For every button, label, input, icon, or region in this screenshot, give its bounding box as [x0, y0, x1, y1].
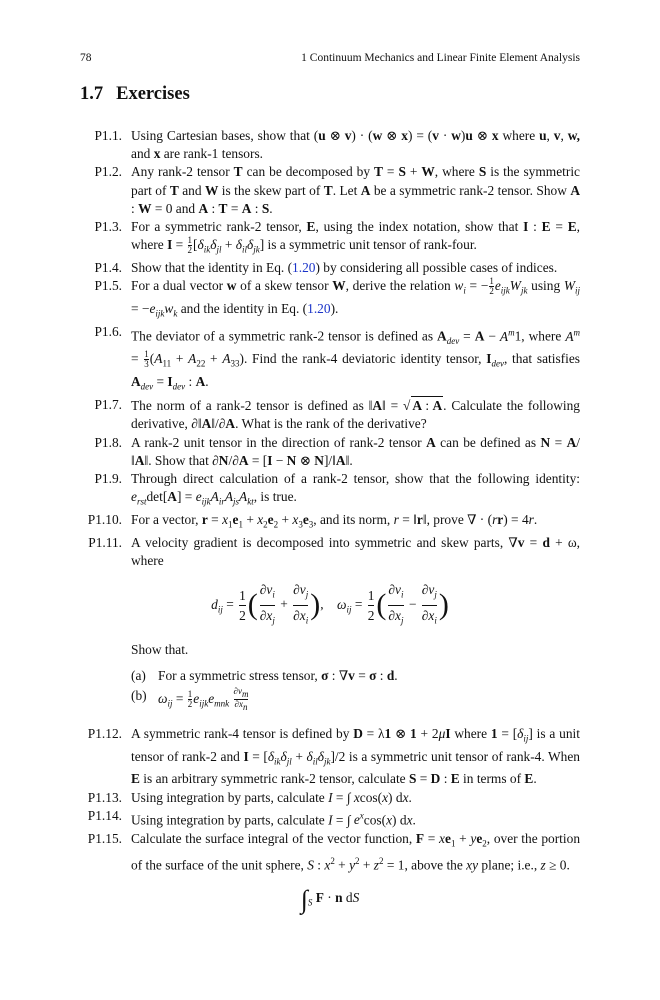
problem-label: P1.5. [94, 278, 122, 294]
section-number: 1.7 [80, 84, 104, 104]
problem-label: P1.2. [94, 164, 122, 180]
equation-link[interactable]: 1.20 [292, 260, 316, 276]
problem-label: P1.15. [87, 830, 122, 846]
show-that-text: Show that. [131, 641, 189, 657]
problem-p1-10: P1.10. For a vector, $r = x_1e_1 + x_2e_2 + x_3e_3$, and its norm, r = ‖r‖, prove ∇ · (rr) = 4r. [80, 511, 580, 534]
problem-p1-15: P1.15. Calculate the surface integral of the vector function, $F = xe_1 + ye_2$, over the portion of the surface of the unit sphere, S : $x^2 + y^2 + z^2 = 1$, above the xy plane; i.e., z ≥ 0. $\int_S$ F · n dS [80, 830, 580, 912]
problem-p1-14: P1.14. Using integration by parts, calculate I = ∫ $e^x\cos(x)$ dx. [80, 807, 580, 830]
subitem-label: (b) [131, 688, 147, 704]
problem-label: P1.13. [87, 789, 122, 805]
subitem-label: (a) [131, 667, 146, 683]
problem-label: P1.9. [94, 470, 122, 486]
problem-p1-7: P1.7. The norm of a rank-2 tensor is defined as ‖A‖ = √ A : A. Calculate the following derivative, ∂‖A‖/∂A. What is the rank of the derivative? [80, 396, 580, 433]
problem-p1-5: P1.5. For a dual vector w of a skew tensor W, derive the relation $w_i$ = − $\frac{1}{2}$ $e_{ijk}W_{jk}$ using $W_{ij} = -e_{ijk}w_k$ and the identity in Eq. (1.20). [80, 277, 580, 323]
problem-p1-4: P1.4. Show that the identity in Eq. (1.20) by considering all possible cases of indices. [80, 259, 580, 277]
velocity-gradient-equation: $d_{ij}$ = $\frac{1}{2}$ ( $\frac{\partial v_i}{\partial x_j}$ + $\frac{\partial v_j}{\partial x_i}$ ), $\omega_{ij}$ = $\frac{1}{2}$ ( $\frac{\partial v_i}{\partial x_j}$ − $\frac{\partial v_j}{\partial x_i}$ ) [80, 580, 580, 630]
problem-p1-11: P1.11. A velocity gradient is decomposed into symmetric and skew parts, ∇v = d + ω, where $d_{ij}$ = $\frac{1}{2}$ ( $\frac{\partial v_i}{\partial x_j}$ + $\frac{\partial v_j}{\partial x_i}$ ), $\omega_{ij}$ = $\frac{1}{2}$ ( $\frac{\partial v_i}{\partial x_j}$ − $\frac{\partial v_j}{\partial x_i}$ ) Show that. (a) For a symmetric stress tensor, σ : ∇v = σ : d. (b) $\omega_{ij}$ = $\frac{1}{2}$ $e_{ijk}e_{mnk}$ $\frac{\partial v_m}{\partial x_n}$ [80, 534, 580, 713]
problem-label: P1.3. [94, 219, 122, 235]
problem-p1-12: P1.12. A symmetric rank-4 tensor is defined by D = λ1 ⊗ 1 + 2μI where $1 = [\delta_{ij}]$ is a unit tensor of rank-2 and $I = [\delta_{ik}\delta_{jl} + \delta_{il}\delta_{jk}]/2$ is a symmetric unit tensor of rank-4. When E is an arbitrary symmetric rank-2 tensor, calculate S = D : E in terms of E. [80, 725, 580, 789]
subitem-b: (b) $\omega_{ij}$ = $\frac{1}{2}$ $e_{ijk}e_{mnk}$ $\frac{\partial v_m}{\partial x_n}$ [131, 686, 249, 712]
subitem-a: (a) For a symmetric stress tensor, σ : ∇v = σ : d. [131, 667, 580, 685]
problem-p1-8: P1.8. A rank-2 unit tensor in the direction of rank-2 tensor A can be defined as N = A/‖A‖. Show that ∂N/∂A = [I − N ⊗ N]/‖A‖. [80, 434, 580, 470]
problem-label: P1.12. [87, 725, 122, 741]
problem-label: P1.1. [94, 128, 122, 143]
problem-p1-6: P1.6. The deviator of a symmetric rank-2 tensor is defined as $A_{dev} = A - A^m1$, where $A^m$ = $\frac{1}{3}$ $(A_{11} + A_{22} + A_{33})$. Find the rank-4 deviatoric identity tensor, $I_{dev}$, that satisfies $A_{dev} = I_{dev}$ : A. [80, 323, 580, 396]
problem-label: P1.11. [88, 534, 122, 550]
problem-p1-2: P1.2. Any rank-2 tensor T can be decomposed by T = S + W, where S is the symmetric part of T and W is the skew part of T. Let A be a symmetric rank-2 tensor. Show A : W = 0 and A : T = A : S. [80, 163, 580, 218]
surface-integral-equation: $\int_S$ F · n dS [300, 885, 360, 915]
chapter-title: 1 Continuum Mechanics and Linear Finite Element Analysis [301, 52, 580, 64]
problem-p1-13: P1.13. Using integration by parts, calculate I = ∫ xcos(x) dx. [80, 789, 580, 807]
problem-p1-9: P1.9. Through direct calculation of a rank-2 tensor, show that the following identity: $e_{rst}\det[A] = e_{ijk}A_{ir}A_{js}A_{kt}$, is true. [80, 470, 580, 511]
problem-label: P1.4. [94, 260, 122, 276]
problem-p1-3: P1.3. For a symmetric rank-2 tensor, E, using the index notation, show that I : E = E, where I = $\frac{1}{2}$ $[\delta_{ik}\delta_{jl} + \delta_{il}\delta_{jk}]$ is a symmetric unit tensor of rank-four. [80, 218, 580, 259]
problem-label: P1.10. [87, 512, 122, 528]
page-number: 78 [80, 52, 92, 64]
problem-p1-1: P1.1. Using Cartesian bases, show that (u ⊗ v) · (w ⊗ x) = (v · w)u ⊗ x where u, v, w, and x are rank-1 tensors. [80, 127, 580, 163]
problem-label: P1.6. [94, 324, 122, 340]
exercise-list [80, 127, 580, 922]
problem-label: P1.14. [87, 807, 122, 823]
section-title: Exercises [116, 84, 190, 104]
section-heading [80, 84, 190, 105]
problem-label: P1.8. [94, 434, 122, 450]
problem-label: P1.7. [94, 397, 122, 413]
equation-link[interactable]: 1.20 [307, 301, 331, 317]
